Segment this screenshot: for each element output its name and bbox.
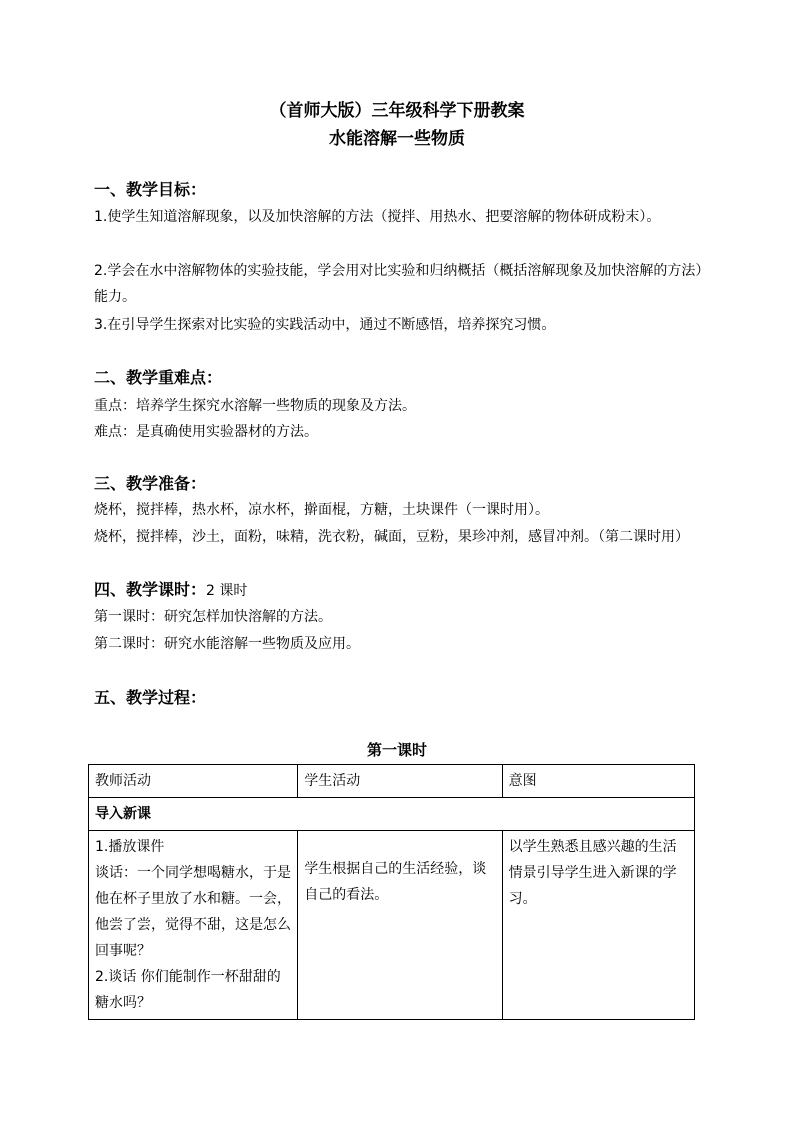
lesson-table: [88, 764, 695, 1020]
teacher-activity-cell: [89, 831, 298, 1020]
teacher-dialogue: 谈话：一个同学想喝糖水，于是他在杯子里放了水和糖。一会，他尝了尝，觉得不甜，这是怎么回事呢？: [95, 865, 291, 959]
student-activity-cell: [298, 831, 502, 1020]
section-heading-preparation: 三、教学准备：: [94, 474, 207, 493]
intent-text: 以学生熟悉且感兴趣的生活情景引导学生进入新课的学习。: [508, 839, 677, 907]
header-intent: 意图: [502, 765, 694, 798]
period-1: 第一课时：研究怎样加快溶解的方法。: [94, 609, 332, 625]
section-heading-objectives: 一、教学目标：: [94, 180, 207, 199]
header-teacher-activity: 教师活动: [89, 765, 298, 798]
objective-3: 3.在引导学生探索对比实验的实践活动中，通过不断感悟，培养探究习惯。: [94, 317, 556, 333]
section-heading-periods: [94, 578, 247, 603]
lesson-title: 第一课时: [366, 741, 427, 759]
key-point: 重点：培养学生探究水溶解一些物质的现象及方法。: [94, 398, 416, 414]
cell-spacer: [304, 834, 495, 856]
table-row: [89, 831, 695, 1020]
section-heading-process: 五、教学过程：: [94, 688, 207, 707]
section-heading-key-points: 二、教学重难点：: [94, 368, 223, 387]
preparation-lesson-2: 烧杯，搅拌棒，沙土，面粉，味精，洗衣粉，碱面，豆粉，果珍冲剂，感冒冲剂。（第二课时用）: [94, 529, 689, 545]
preparation-lesson-1: 烧杯，搅拌棒，热水杯，凉水杯，擀面棍，方糖，土块课件（一课时用）。: [94, 502, 549, 518]
intent-cell: [502, 831, 694, 1020]
period-2: 第二课时：研究水能溶解一些物质及应用。: [94, 636, 360, 652]
table-header-row: [89, 765, 695, 798]
periods-heading-label: 四、教学课时：: [94, 580, 207, 599]
section-intro: 导入新课: [89, 798, 695, 831]
periods-count: 2 课时: [206, 583, 248, 599]
teacher-step-2: 2.谈话 你们能制作一杯甜甜的糖水吗？: [95, 969, 281, 1011]
student-activity-text: 学生根据自己的生活经验，谈自己的看法。: [304, 861, 487, 903]
table-section-row: [89, 798, 695, 831]
document-subtitle: 水能溶解一些物质: [329, 129, 465, 149]
objective-2: 2.学会在水中溶解物体的实验技能，学会用对比实验和归纳概括（概括溶解现象及加快溶解的方法）能力。: [94, 263, 703, 305]
difficult-point: 难点：是真确使用实验器材的方法。: [94, 424, 318, 440]
document-title: （首师大版）三年级科学下册教案: [269, 101, 525, 121]
objective-1: 1.使学生知道溶解现象，以及加快溶解的方法（搅拌、用热水、把要溶解的物体研成粉末）。: [94, 209, 661, 225]
teacher-step-1: 1.播放课件: [95, 839, 165, 855]
header-student-activity: 学生活动: [298, 765, 502, 798]
